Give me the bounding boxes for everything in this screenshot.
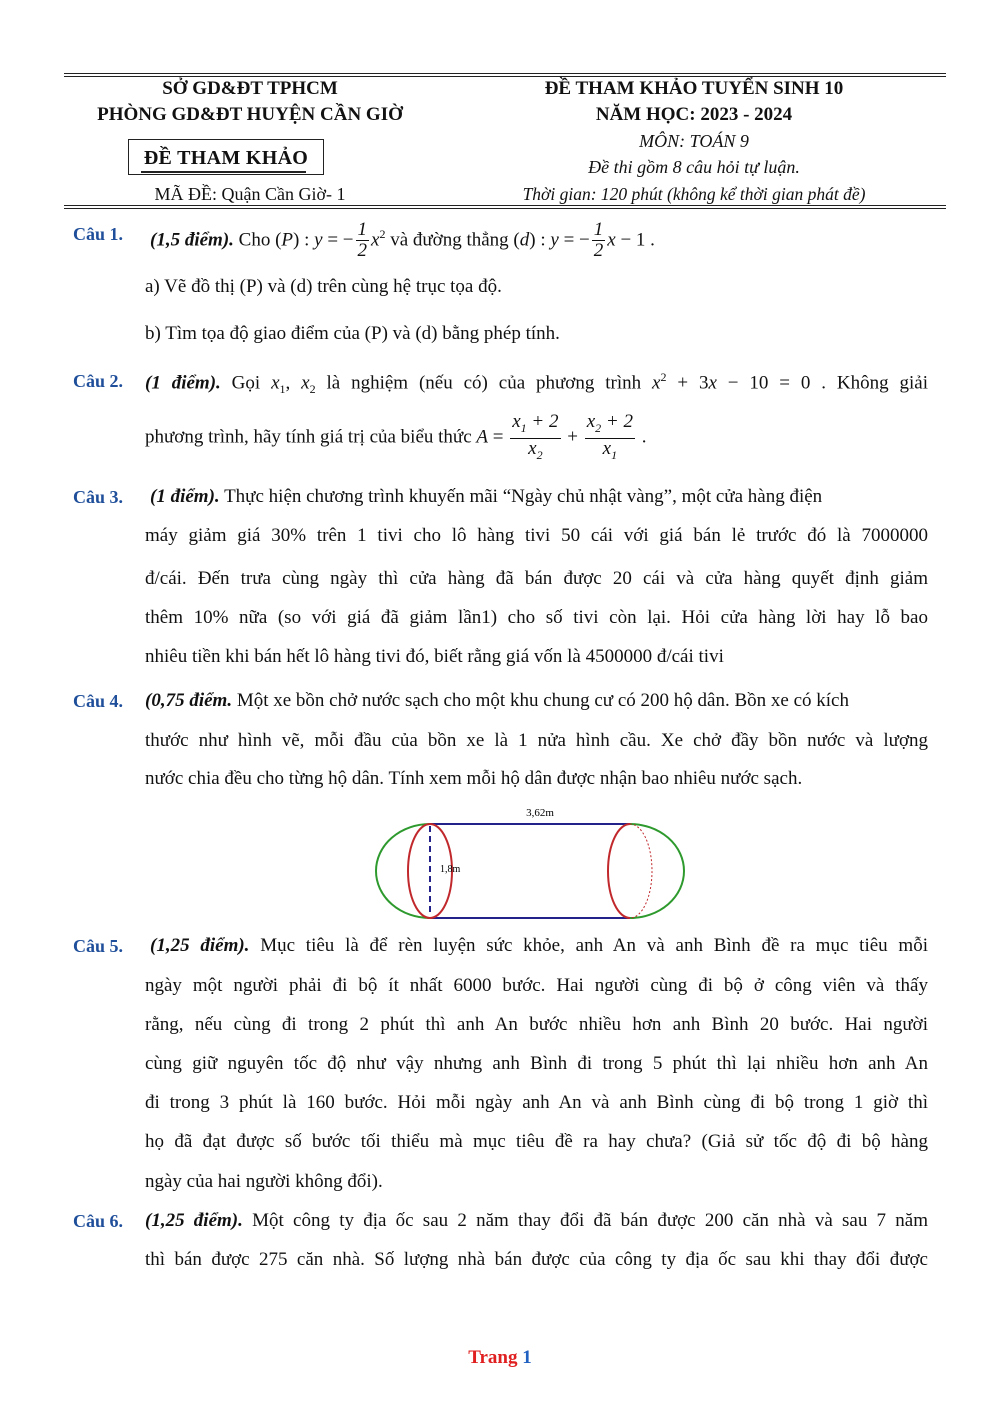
exam-code: MÃ ĐỀ: Quận Cần Giờ- 1 (154, 184, 346, 204)
subject: MÔN: TOÁN 9 (639, 131, 749, 151)
question-4-text1: Một xe bồn chở nước sạch cho một khu chung cư có 200 hộ dân. Bồn xe có kích (236, 690, 849, 711)
question-5-line2: ngày một người phải đi bộ ít nhất 6000 bước. Hai người cùng đi bộ ở công viên và thấy (145, 975, 928, 996)
exam-type-box (128, 139, 324, 175)
question-2-label: Câu 2. (73, 371, 124, 391)
header-top-rule-2 (64, 76, 946, 77)
footer-word: Trang (468, 1347, 518, 1368)
left-hemisphere (376, 824, 430, 918)
question-3-line1 (150, 486, 822, 508)
question-5-line6: họ đã đạt được số bước tối thiểu mà mục tiêu đề ra hay chưa? (Giả sử tốc độ đi bộ hàng (145, 1131, 928, 1152)
question-4-label: Câu 4. (73, 691, 124, 711)
exam-note: Đề thi gồm 8 câu hỏi tự luận. (588, 157, 800, 177)
question-1-part-b: b) Tìm tọa độ giao điểm của (P) và (d) bằng phép tính. (145, 323, 560, 344)
question-4-line3: nước chia đều cho từng hộ dân. Tính xem mỗi hộ dân được nhận bao nhiêu nước sạch. (145, 768, 803, 789)
header-bottom-rule-2 (64, 208, 946, 209)
header-top-rule (64, 73, 946, 74)
right-hemisphere (630, 824, 684, 918)
question-3-line2: máy giảm giá 30% trên 1 tivi cho lô hàng tivi 50 cái với giá bán lẻ trước đó là 7000000 (145, 525, 928, 546)
header-bottom-rule (64, 205, 946, 206)
question-5-text1: Mục tiêu là để rèn luyện sức khỏe, anh An và anh Bình đề ra mục tiêu mỗi (260, 935, 928, 956)
question-2-line2: phương trình, hãy tính giá trị của biểu thức A = $\frac{x_1 + 2}{x_2}$ + $\frac{x_2 + 2}{x_1}$ . (145, 411, 647, 462)
question-5-line1 (150, 935, 928, 957)
left-header-line2: PHÒNG GD&ĐT HUYỆN CẦN GIỜ (97, 104, 403, 125)
question-3-text1: Thực hiện chương trình khuyến mãi “Ngày chủ nhật vàng”, một cửa hàng điện (224, 486, 823, 507)
left-header-line1: SỞ GD&ĐT TPHCM (162, 78, 338, 99)
question-5-line3: rằng, nếu cùng đi trong 2 phút thì anh An bước nhiều hơn anh Bình 20 bước. Hai người (145, 1014, 928, 1035)
question-5-points: (1,25 điểm). (150, 935, 250, 956)
question-3-line3: đ/cái. Đến trưa cùng ngày thì cửa hàng đã bán được 20 cái và cửa hàng quyết định giảm (145, 568, 928, 589)
exam-type-label: ĐỀ THAM KHẢO (143, 147, 309, 169)
question-5-line4: cùng giữ nguyên tốc độ như vậy nhưng anh Bình đi trong 5 phút thì lại nhiều hơn anh An (145, 1053, 928, 1074)
question-5-line5: đi trong 3 phút là 160 bước. Hỏi mỗi ngày anh An và anh Bình cùng đi bộ trong 1 giờ thì (145, 1092, 928, 1113)
question-1-part-a: a) Vẽ đồ thị (P) và (d) trên cùng hệ trục tọa độ. (145, 276, 502, 297)
exam-title: ĐỀ THAM KHẢO TUYỂN SINH 10 (544, 78, 844, 99)
question-5-label: Câu 5. (73, 936, 124, 956)
question-4-line1 (145, 690, 849, 712)
question-6-label: Câu 6. (73, 1211, 124, 1231)
question-1-points: (1,5 điểm). (150, 229, 234, 251)
question-6-points: (1,25 điểm). (145, 1210, 243, 1231)
tank-height-label: 1,8m (440, 864, 461, 875)
question-4-points: (0,75 điểm. (145, 690, 233, 711)
footer-page-number: 1 (522, 1347, 532, 1368)
question-3-line5: nhiêu tiền khi bán hết lô hàng tivi đó, biết rằng giá vốn là 4500000 đ/cái tivi (145, 646, 724, 667)
question-2-points: (1 điểm). (145, 372, 221, 394)
question-2-line1: (1 điểm). Gọi $x_1$, $x_2$ là nghiệm (nếu có) của phương trình $x^2 + 3x - 10 = 0$ . Không giải (145, 370, 928, 397)
right-cross-section-front (608, 824, 630, 918)
question-1-label: Câu 1. (73, 224, 124, 244)
tank-length-label: 3,62m (526, 807, 554, 819)
question-4-line2: thước như hình vẽ, mỗi đầu của bồn xe là 1 nửa hình cầu. Xe chở đầy bồn nước và lượng (145, 730, 928, 751)
question-3-label: Câu 3. (73, 487, 124, 507)
school-year: NĂM HỌC: 2023 - 2024 (595, 104, 793, 125)
page-footer (0, 1347, 1000, 1369)
question-5-line7: ngày của hai người không đổi). (145, 1171, 383, 1192)
question-6-line1 (145, 1210, 928, 1232)
right-cross-section-back (630, 824, 652, 918)
question-3-points: (1 điểm). (150, 486, 220, 507)
question-1-stem: (1,5 điểm). Cho (P) : y = − $\frac{1}{2}$ $x^2$ và đường thẳng (d) : y = − $\frac{1}{2}$ x − 1 . (150, 219, 655, 262)
tank-diagram (370, 800, 710, 925)
exam-time: Thời gian: 120 phút (không kể thời gian phát đề) (522, 184, 866, 204)
exam-type-underline (141, 171, 306, 173)
question-6-line2: thì bán được 275 căn nhà. Số lượng nhà bán được của công ty địa ốc sau khi thay đổi được (145, 1249, 928, 1270)
question-6-text1: Một công ty địa ốc sau 2 năm thay đổi đã bán được 200 căn nhà và sau 7 năm (252, 1210, 928, 1231)
question-3-line4: thêm 10% nữa (so với giá đã giảm lần1) cho số tivi còn lại. Hỏi cửa hàng lời hay lỗ bao (145, 607, 928, 628)
